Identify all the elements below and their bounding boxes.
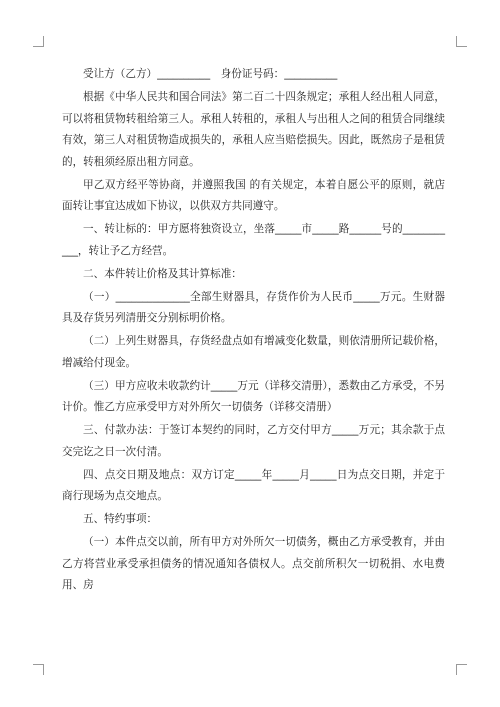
- clause-2-item-2: （二）上列生财器具，存货经盘点如有增减变化数量，则依清册所记载价格，增减给付现金。: [62, 335, 445, 369]
- crop-mark-top-left: [33, 36, 44, 47]
- transferee-line: 受让方（乙方）__________ 身份证号码：__________: [83, 68, 338, 80]
- clause-3-payment: 三、付款办法：于签订本契约的同时，乙方交付甲方_____万元；其余款于点交完讫之日一次付清。: [62, 424, 445, 458]
- document-body: [62, 64, 445, 597]
- clause-5-item-1: （一）本件点交以前，所有甲方对外所欠一切债务，概由乙方承受教育，并由乙方将营业承受承担债务的情况通知各债权人。点交前所积欠一切税捐、水电费用、房: [62, 536, 445, 591]
- clause-2-item-3: （三）甲方应收未收款约计_____万元（详移交清册），悉数由乙方承受，不另计价。惟乙方应承受甲方对外所欠一切债务（详移交清册）: [62, 379, 445, 413]
- crop-mark-top-right: [456, 36, 467, 47]
- clause-1-transfer-subject: 一、转让标的：甲方愿将独资设立，坐落_____市_____路______号的___________，转让予乙方经营。: [62, 223, 445, 257]
- clause-4-handover: 四、点交日期及地点：双方订定_____年_____月_____日为点交日期，并定于商行现场为点交地点。: [62, 468, 445, 502]
- crop-mark-bottom-right: [456, 664, 467, 675]
- clause-2-heading: 二、本件转让价格及其计算标准：: [83, 267, 242, 280]
- crop-mark-bottom-left: [33, 664, 44, 675]
- legal-basis-paragraph: 根据《中华人民共和国合同法》第二百二十四条规定；承租人经出租人同意，可以将租赁物转租给第三人。承租人转租的，承租人与出租人之间的租赁合同继续有效，第三人对租赁物造成损失的，承租人应当赔偿损失。因此，既然房子是租赁的，转租须经原出租方同意。: [62, 91, 445, 168]
- clause-5-heading: 五、特约事项：: [83, 513, 158, 525]
- clause-2-item-1: （一）______________全部生财器具，存货作价为人民币_____万元。生财器具及存货另列清册交分别标明价格。: [62, 290, 445, 324]
- agreement-intro-paragraph: 甲乙双方经平等协商，并遵照我国 的有关规定，本着自愿公平的原则，就店面转让事宜达成如下协议，以供双方共同遵守。: [62, 178, 445, 212]
